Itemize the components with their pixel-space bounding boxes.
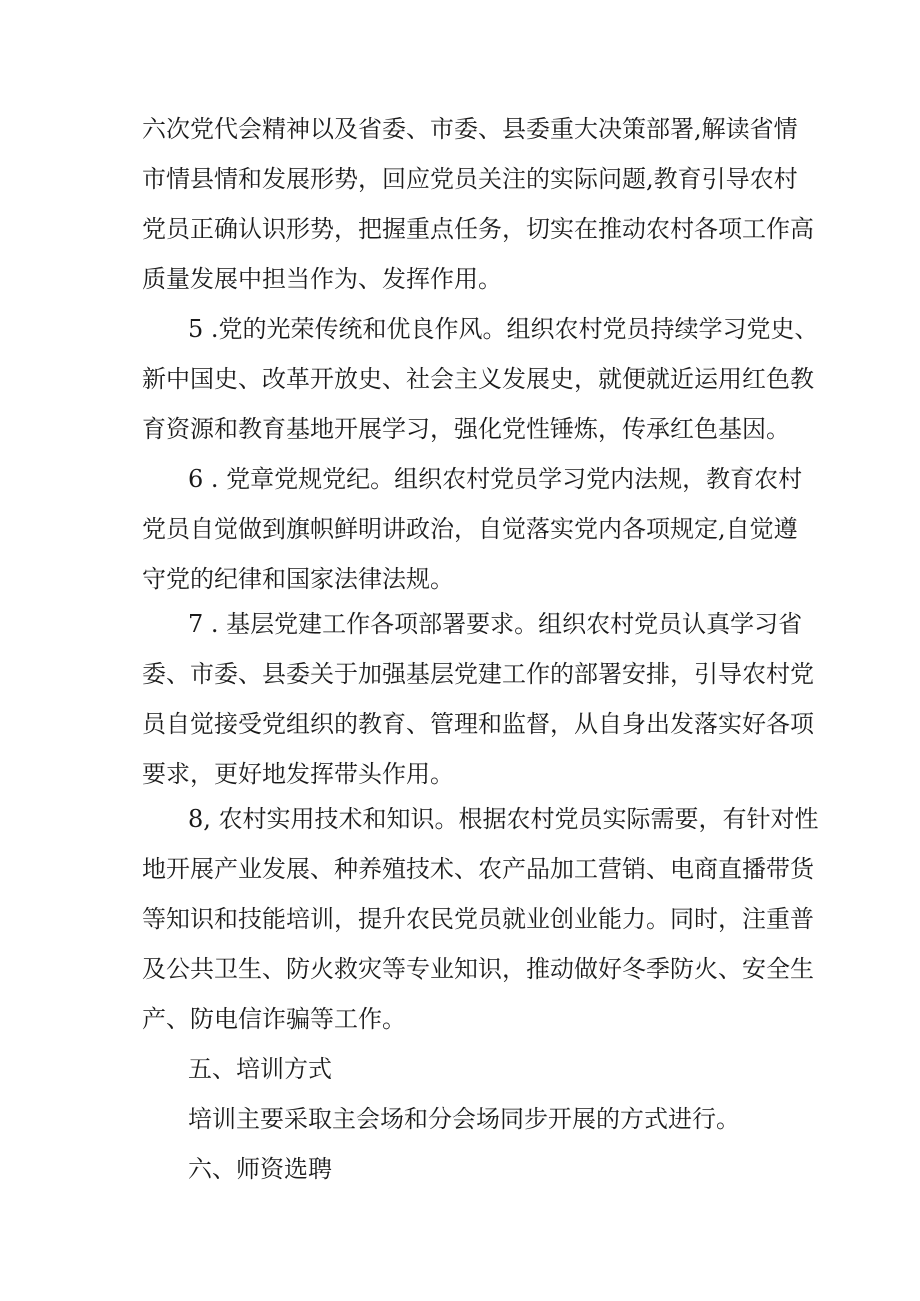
body-text-line: 市情县情和发展形势，回应党员关注的实际问题,教育引导农村 bbox=[142, 165, 798, 193]
section-item-6: 6 . 党章党规党纪。组织农村党员学习党内法规，教育农村 bbox=[188, 465, 803, 493]
body-text-line: 六次党代会精神以及省委、市委、县委重大决策部署,解读省情 bbox=[142, 115, 798, 143]
body-text-line: 新中国史、改革开放史、社会主义发展史，就便就近运用红色教 bbox=[142, 365, 814, 393]
body-text-line: 质量发展中担当作为、发挥作用。 bbox=[142, 265, 502, 293]
body-text-line: 等知识和技能培训，提升农民党员就业创业能力。同时，注重普 bbox=[142, 905, 814, 933]
section-heading-5: 五、培训方式 bbox=[188, 1055, 332, 1083]
body-text-line: 要求，更好地发挥带头作用。 bbox=[142, 760, 454, 788]
body-text-line: 党员正确认识形势，把握重点任务，切实在推动农村各项工作高 bbox=[142, 215, 814, 243]
section-item-8: 8, 农村实用技术和知识。根据农村党员实际需要，有针对性 bbox=[188, 805, 819, 833]
body-text-line: 守党的纪律和国家法律法规。 bbox=[142, 565, 454, 593]
body-text-line: 委、市委、县委关于加强基层党建工作的部署安排，引导农村党 bbox=[142, 660, 814, 688]
body-text-line: 育资源和教育基地开展学习，强化党性锤炼，传承红色基因。 bbox=[142, 415, 790, 443]
body-text-line: 培训主要采取主会场和分会场同步开展的方式进行。 bbox=[188, 1105, 740, 1133]
body-text-line: 地开展产业发展、种养殖技术、农产品加工营销、电商直播带货 bbox=[142, 855, 814, 883]
body-text-line: 产、防电信诈骗等工作。 bbox=[142, 1005, 406, 1033]
body-text-line: 员自觉接受党组织的教育、管理和监督，从自身出发落实好各项 bbox=[142, 710, 814, 738]
body-text-line: 党员自觉做到旗帜鲜明讲政治，自觉落实党内各项规定,自觉遵 bbox=[142, 515, 798, 543]
body-text-line: 及公共卫生、防火救灾等专业知识，推动做好冬季防火、安全生 bbox=[142, 955, 814, 983]
section-heading-6: 六、师资选聘 bbox=[188, 1155, 332, 1183]
section-item-5: 5 .党的光荣传统和优良作风。组织农村党员持续学习党史、 bbox=[188, 315, 819, 343]
section-item-7: 7 . 基层党建工作各项部署要求。组织农村党员认真学习省 bbox=[188, 610, 803, 638]
